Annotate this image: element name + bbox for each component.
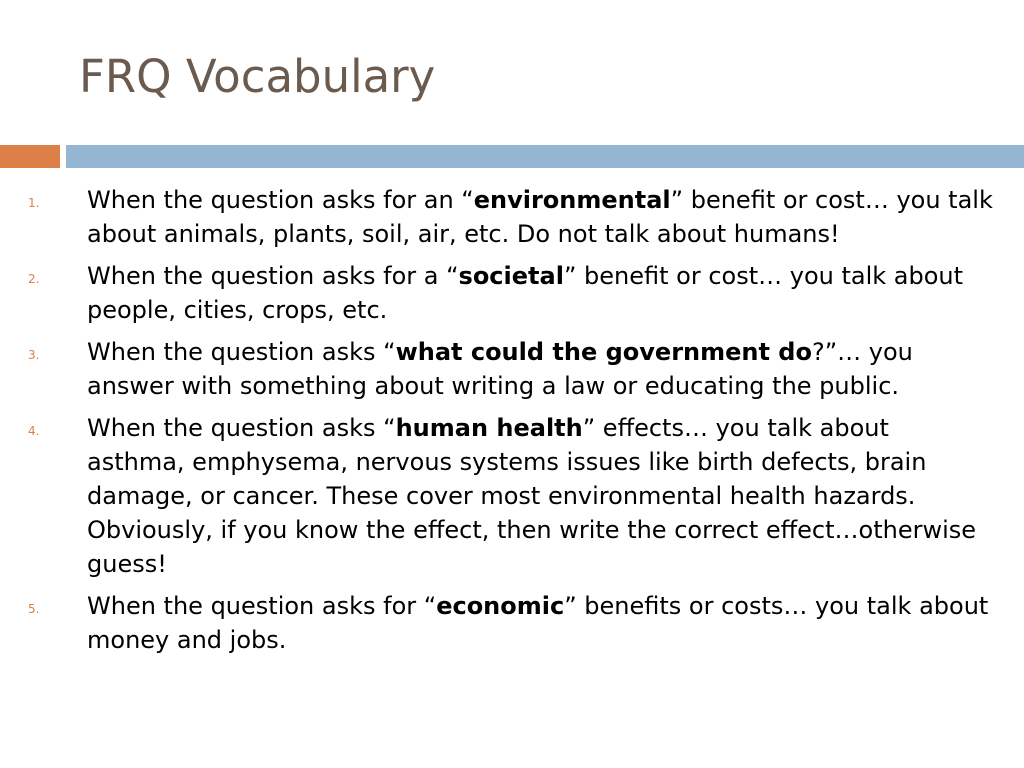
accent-bar-blue xyxy=(66,145,1024,168)
list-item-number: 1. xyxy=(28,196,40,210)
list-item-keyword: environmental xyxy=(473,186,671,214)
list-item-text: When the question asks “what could the government do?”… you answer with something about writing a law or educating the public. xyxy=(87,338,913,400)
list-item-number: 5. xyxy=(28,602,40,616)
list-item-text: When the question asks “human health” effects… you talk about asthma, emphysema, nervous systems issues like birth defects, brain damage, or cancer. These cover most environmental health hazards. Obviously, if you know the effect, then write the correct effect…otherwise guess! xyxy=(87,414,977,578)
list-item xyxy=(0,259,1024,327)
list-item-keyword: societal xyxy=(458,262,564,290)
list-item-number: 3. xyxy=(28,348,40,362)
list-item-keyword: human health xyxy=(395,414,583,442)
slide-title: FRQ Vocabulary xyxy=(79,50,436,103)
list-item xyxy=(0,411,1024,581)
list-item xyxy=(0,335,1024,403)
vocabulary-list xyxy=(0,183,1024,665)
list-item-keyword: what could the government do xyxy=(395,338,812,366)
list-item-text: When the question asks for “economic” benefits or costs… you talk about money and jobs. xyxy=(87,592,989,654)
list-item-number: 2. xyxy=(28,272,40,286)
list-item xyxy=(0,589,1024,657)
accent-bar-orange xyxy=(0,145,60,168)
list-item xyxy=(0,183,1024,251)
list-item-keyword: economic xyxy=(436,592,565,620)
list-item-text: When the question asks for an “environmental” benefit or cost… you talk about animals, plants, soil, air, etc. Do not talk about humans! xyxy=(87,186,993,248)
list-item-number: 4. xyxy=(28,424,40,438)
list-item-text: When the question asks for a “societal” benefit or cost… you talk about people, cities, crops, etc. xyxy=(87,262,964,324)
